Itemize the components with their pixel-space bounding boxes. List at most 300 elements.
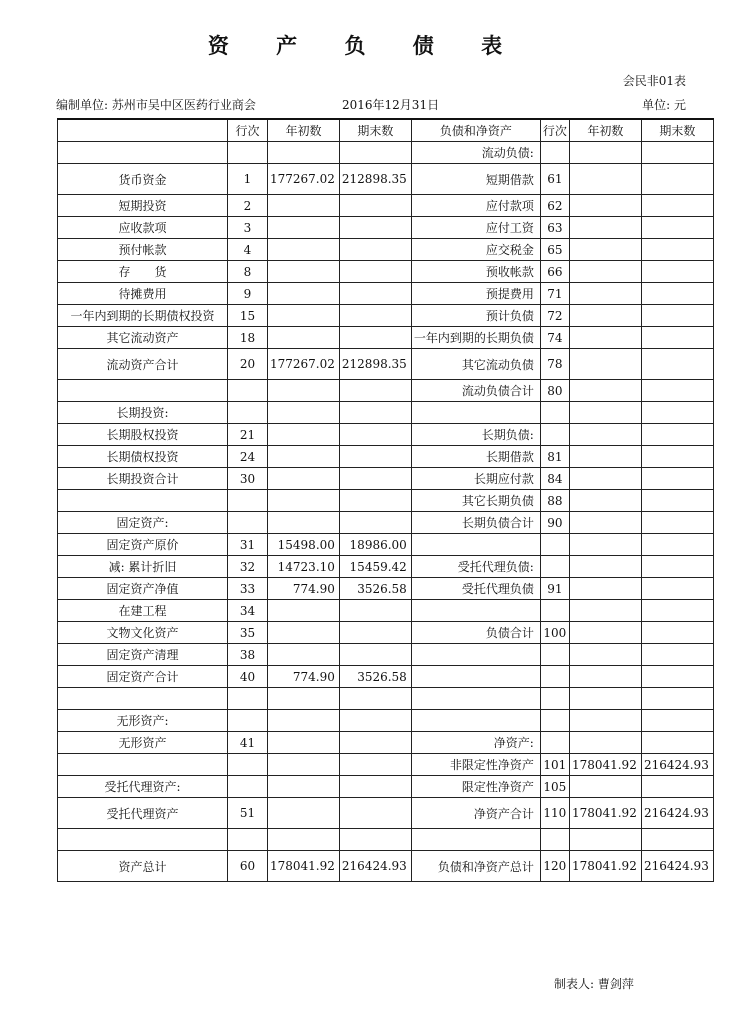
table-cell: 预计负债: [411, 305, 540, 327]
table-cell: [268, 142, 340, 164]
table-cell: [569, 327, 641, 349]
table-cell: [569, 283, 641, 305]
table-cell: 72: [540, 305, 569, 327]
table-cell: 存 货: [58, 261, 228, 283]
compiling-unit: 编制单位: 苏州市吴中区医药行业商会: [56, 98, 256, 112]
table-cell: [569, 600, 641, 622]
table-row: [58, 327, 714, 349]
table-row: [58, 349, 714, 380]
table-cell: 无形资产:: [58, 710, 228, 732]
table-cell: [641, 644, 713, 666]
table-cell: [569, 424, 641, 446]
table-cell: 流动负债:: [411, 142, 540, 164]
table-cell: 长期负债:: [411, 424, 540, 446]
table-cell: 212898.35: [339, 349, 411, 380]
table-cell: [228, 142, 268, 164]
table-cell: 应付工资: [411, 217, 540, 239]
currency-unit: 单位: 元: [642, 98, 686, 112]
table-cell: 177267.02: [268, 349, 340, 380]
table-cell: [411, 600, 540, 622]
table-cell: [641, 534, 713, 556]
table-cell: 71: [540, 283, 569, 305]
table-cell: [268, 622, 340, 644]
table-cell: 无形资产: [58, 732, 228, 754]
form-code: 会民非01表: [622, 74, 686, 88]
table-cell: 14723.10: [268, 556, 340, 578]
table-cell: 9: [228, 283, 268, 305]
table-cell: [268, 644, 340, 666]
table-cell: [569, 710, 641, 732]
table-row: [58, 622, 714, 644]
table-cell: 其它流动负债: [411, 349, 540, 380]
table-row: [58, 578, 714, 600]
table-row: [58, 666, 714, 688]
table-cell: 受托代理负债:: [411, 556, 540, 578]
table-cell: [58, 380, 228, 402]
table-cell: 长期借款: [411, 446, 540, 468]
table-row: [58, 305, 714, 327]
table-cell: [569, 512, 641, 534]
table-cell: [641, 283, 713, 305]
table-cell: 固定资产原价: [58, 534, 228, 556]
column-header: 年初数: [268, 119, 340, 142]
table-row: [58, 195, 714, 217]
table-cell: 待摊费用: [58, 283, 228, 305]
table-row: [58, 239, 714, 261]
table-cell: 4: [228, 239, 268, 261]
table-cell: [569, 732, 641, 754]
table-cell: 长期债权投资: [58, 446, 228, 468]
table-cell: [339, 754, 411, 776]
table-cell: [569, 239, 641, 261]
table-cell: [540, 666, 569, 688]
table-cell: [228, 380, 268, 402]
table-cell: [569, 556, 641, 578]
table-row: [58, 490, 714, 512]
table-cell: 65: [540, 239, 569, 261]
table-cell: [339, 490, 411, 512]
table-cell: [641, 142, 713, 164]
page-title: 资 产 负 债 表: [207, 33, 523, 58]
table-cell: [268, 283, 340, 305]
table-cell: [339, 283, 411, 305]
table-row: [58, 600, 714, 622]
table-cell: [228, 776, 268, 798]
table-row: [58, 446, 714, 468]
table-cell: 长期投资合计: [58, 468, 228, 490]
table-cell: [268, 195, 340, 217]
table-cell: [339, 644, 411, 666]
table-cell: [58, 829, 228, 851]
table-cell: 负债合计: [411, 622, 540, 644]
table-cell: [641, 622, 713, 644]
table-cell: 18986.00: [339, 534, 411, 556]
table-cell: [339, 239, 411, 261]
table-cell: [540, 402, 569, 424]
table-row: [58, 217, 714, 239]
table-cell: 60: [228, 851, 268, 882]
table-cell: [641, 578, 713, 600]
table-cell: 预付帐款: [58, 239, 228, 261]
table-cell: 受托代理资产:: [58, 776, 228, 798]
table-cell: [339, 710, 411, 732]
table-cell: [268, 468, 340, 490]
table-row: [58, 556, 714, 578]
table-cell: [641, 710, 713, 732]
table-cell: [641, 217, 713, 239]
table-cell: [339, 732, 411, 754]
table-cell: 固定资产合计: [58, 666, 228, 688]
table-cell: 178041.92: [569, 851, 641, 882]
table-row: [58, 798, 714, 829]
table-cell: 105: [540, 776, 569, 798]
column-header: 行次: [228, 119, 268, 142]
table-cell: 178041.92: [268, 851, 340, 882]
table-cell: 3526.58: [339, 666, 411, 688]
table-cell: 3526.58: [339, 578, 411, 600]
table-cell: [228, 754, 268, 776]
table-row: [58, 468, 714, 490]
table-cell: [268, 798, 340, 829]
table-cell: 15498.00: [268, 534, 340, 556]
table-cell: 74: [540, 327, 569, 349]
table-cell: [540, 424, 569, 446]
table-cell: [58, 688, 228, 710]
table-cell: 长期应付款: [411, 468, 540, 490]
table-cell: [569, 490, 641, 512]
table-cell: [268, 327, 340, 349]
table-cell: 1: [228, 164, 268, 195]
table-cell: [58, 490, 228, 512]
table-cell: [641, 512, 713, 534]
table-cell: [569, 644, 641, 666]
table-cell: [569, 261, 641, 283]
table-cell: 应付款项: [411, 195, 540, 217]
table-cell: 38: [228, 644, 268, 666]
table-cell: [268, 424, 340, 446]
table-cell: 限定性净资产: [411, 776, 540, 798]
table-cell: 非限定性净资产: [411, 754, 540, 776]
balance-sheet-table: [57, 118, 714, 882]
table-cell: 178041.92: [569, 754, 641, 776]
table-cell: [339, 688, 411, 710]
table-cell: [540, 688, 569, 710]
table-row: [58, 512, 714, 534]
table-cell: [641, 468, 713, 490]
table-cell: [268, 402, 340, 424]
table-cell: 2: [228, 195, 268, 217]
table-cell: [339, 327, 411, 349]
table-cell: [339, 622, 411, 644]
table-row: [58, 851, 714, 882]
table-cell: [411, 534, 540, 556]
table-row: [58, 732, 714, 754]
table-cell: 31: [228, 534, 268, 556]
table-cell: [228, 490, 268, 512]
table-cell: 其它流动资产: [58, 327, 228, 349]
table-cell: 178041.92: [569, 798, 641, 829]
table-row: [58, 380, 714, 402]
column-header: [58, 119, 228, 142]
table-cell: [268, 305, 340, 327]
table-cell: [339, 829, 411, 851]
table-cell: [268, 217, 340, 239]
table-cell: [411, 829, 540, 851]
table-cell: [569, 305, 641, 327]
table-cell: 81: [540, 446, 569, 468]
table-cell: 负债和净资产总计: [411, 851, 540, 882]
table-cell: 一年内到期的长期负债: [411, 327, 540, 349]
table-cell: 18: [228, 327, 268, 349]
table-cell: 774.90: [268, 578, 340, 600]
table-cell: 流动负债合计: [411, 380, 540, 402]
table-cell: 51: [228, 798, 268, 829]
table-cell: 41: [228, 732, 268, 754]
table-cell: [540, 710, 569, 732]
table-cell: 177267.02: [268, 164, 340, 195]
table-cell: 774.90: [268, 666, 340, 688]
table-cell: [339, 261, 411, 283]
table-cell: [228, 688, 268, 710]
table-cell: [540, 644, 569, 666]
table-cell: 一年内到期的长期债权投资: [58, 305, 228, 327]
table-cell: [411, 710, 540, 732]
table-row: [58, 644, 714, 666]
table-cell: 受托代理负债: [411, 578, 540, 600]
table-cell: [268, 239, 340, 261]
table-cell: [411, 688, 540, 710]
table-cell: [268, 754, 340, 776]
table-cell: [569, 349, 641, 380]
table-cell: [569, 666, 641, 688]
table-cell: [268, 688, 340, 710]
table-cell: [540, 600, 569, 622]
table-cell: [569, 534, 641, 556]
table-cell: 减: 累计折旧: [58, 556, 228, 578]
table-row: [58, 142, 714, 164]
table-cell: 84: [540, 468, 569, 490]
table-cell: 短期投资: [58, 195, 228, 217]
table-cell: [569, 578, 641, 600]
table-cell: 固定资产:: [58, 512, 228, 534]
table-cell: [641, 402, 713, 424]
table-cell: [641, 261, 713, 283]
table-cell: [228, 829, 268, 851]
table-cell: [339, 380, 411, 402]
table-cell: [540, 534, 569, 556]
table-cell: 长期负债合计: [411, 512, 540, 534]
table-cell: 在建工程: [58, 600, 228, 622]
table-cell: 受托代理资产: [58, 798, 228, 829]
table-cell: 21: [228, 424, 268, 446]
table-cell: 24: [228, 446, 268, 468]
table-cell: 101: [540, 754, 569, 776]
table-cell: [540, 732, 569, 754]
table-row: [58, 710, 714, 732]
table-cell: 62: [540, 195, 569, 217]
table-cell: [411, 402, 540, 424]
table-cell: [569, 776, 641, 798]
table-cell: 30: [228, 468, 268, 490]
table-cell: [339, 195, 411, 217]
table-row: [58, 164, 714, 195]
table-cell: 100: [540, 622, 569, 644]
table-cell: [569, 688, 641, 710]
table-cell: 文物文化资产: [58, 622, 228, 644]
table-cell: [569, 217, 641, 239]
table-cell: [339, 600, 411, 622]
table-cell: [641, 164, 713, 195]
table-cell: [569, 829, 641, 851]
table-cell: [641, 380, 713, 402]
table-cell: [268, 829, 340, 851]
table-cell: 90: [540, 512, 569, 534]
table-cell: [641, 600, 713, 622]
table-cell: [641, 327, 713, 349]
table-cell: 长期投资:: [58, 402, 228, 424]
table-cell: 88: [540, 490, 569, 512]
table-cell: [569, 468, 641, 490]
column-header: 行次: [540, 119, 569, 142]
table-cell: [641, 556, 713, 578]
table-cell: [641, 305, 713, 327]
table-cell: 3: [228, 217, 268, 239]
preparer: 制表人: 曹剑萍: [554, 977, 634, 991]
table-cell: [411, 666, 540, 688]
table-cell: 固定资产净值: [58, 578, 228, 600]
table-cell: [268, 490, 340, 512]
table-cell: 预收帐款: [411, 261, 540, 283]
table-cell: 110: [540, 798, 569, 829]
table-cell: [540, 556, 569, 578]
table-cell: [339, 305, 411, 327]
table-cell: [641, 829, 713, 851]
table-cell: [569, 402, 641, 424]
table-cell: [268, 600, 340, 622]
table-cell: [641, 424, 713, 446]
table-row: [58, 283, 714, 305]
table-cell: [641, 195, 713, 217]
table-cell: [58, 754, 228, 776]
table-cell: [268, 261, 340, 283]
table-cell: [569, 380, 641, 402]
table-cell: 净资产合计: [411, 798, 540, 829]
table-cell: 20: [228, 349, 268, 380]
table-cell: [268, 512, 340, 534]
table-cell: [268, 776, 340, 798]
table-cell: 66: [540, 261, 569, 283]
table-header-row: [58, 119, 714, 142]
table-row: [58, 424, 714, 446]
table-cell: 应收款项: [58, 217, 228, 239]
table-cell: 货币资金: [58, 164, 228, 195]
column-header: 年初数: [569, 119, 641, 142]
table-row: [58, 754, 714, 776]
table-cell: [641, 490, 713, 512]
table-cell: [569, 446, 641, 468]
table-cell: 61: [540, 164, 569, 195]
table-cell: 资产总计: [58, 851, 228, 882]
table-cell: 15: [228, 305, 268, 327]
table-cell: 91: [540, 578, 569, 600]
table-cell: [540, 142, 569, 164]
table-cell: [339, 776, 411, 798]
table-cell: [641, 239, 713, 261]
table-cell: [411, 644, 540, 666]
table-cell: 216424.93: [641, 754, 713, 776]
table-cell: 应交税金: [411, 239, 540, 261]
table-cell: 78: [540, 349, 569, 380]
table-cell: 长期股权投资: [58, 424, 228, 446]
table-cell: 40: [228, 666, 268, 688]
column-header: 期末数: [339, 119, 411, 142]
table-cell: [228, 402, 268, 424]
table-cell: 216424.93: [641, 798, 713, 829]
table-cell: 212898.35: [339, 164, 411, 195]
table-cell: [540, 829, 569, 851]
table-cell: [339, 217, 411, 239]
table-cell: 63: [540, 217, 569, 239]
table-cell: 其它长期负债: [411, 490, 540, 512]
table-cell: 15459.42: [339, 556, 411, 578]
table-cell: [569, 622, 641, 644]
table-cell: [339, 142, 411, 164]
table-cell: [228, 512, 268, 534]
table-cell: [569, 195, 641, 217]
table-cell: [58, 142, 228, 164]
table-cell: 8: [228, 261, 268, 283]
table-row: [58, 829, 714, 851]
column-header: 期末数: [641, 119, 713, 142]
table-cell: 216424.93: [641, 851, 713, 882]
table-cell: 32: [228, 556, 268, 578]
table-cell: 120: [540, 851, 569, 882]
table-cell: 33: [228, 578, 268, 600]
table-cell: [228, 710, 268, 732]
table-row: [58, 261, 714, 283]
table-cell: [268, 380, 340, 402]
column-header: 负债和净资产: [411, 119, 540, 142]
table-cell: [339, 512, 411, 534]
table-cell: [641, 776, 713, 798]
table-cell: [641, 666, 713, 688]
table-cell: [339, 798, 411, 829]
table-cell: 预提费用: [411, 283, 540, 305]
table-cell: [569, 164, 641, 195]
table-cell: [641, 349, 713, 380]
table-cell: [641, 688, 713, 710]
table-cell: 35: [228, 622, 268, 644]
table-cell: [569, 142, 641, 164]
table-cell: [339, 402, 411, 424]
table-cell: [268, 710, 340, 732]
table-row: [58, 688, 714, 710]
table-cell: [268, 446, 340, 468]
table-cell: 34: [228, 600, 268, 622]
table-cell: 216424.93: [339, 851, 411, 882]
table-row: [58, 776, 714, 798]
table-cell: [268, 732, 340, 754]
table-cell: 短期借款: [411, 164, 540, 195]
table-row: [58, 534, 714, 556]
table-cell: [339, 468, 411, 490]
table-cell: [641, 446, 713, 468]
table-cell: 流动资产合计: [58, 349, 228, 380]
table-cell: [641, 732, 713, 754]
report-date: 2016年12月31日: [342, 98, 440, 112]
table-row: [58, 402, 714, 424]
table-cell: 80: [540, 380, 569, 402]
